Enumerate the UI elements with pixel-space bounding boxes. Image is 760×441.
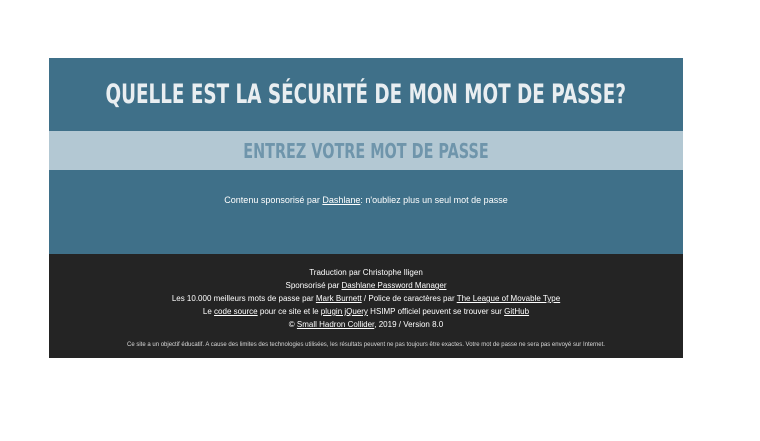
dashlane-link[interactable]: Dashlane xyxy=(322,195,361,205)
code-suffix: HSIMP officiel peuvent se trouver sur xyxy=(367,307,505,316)
copyright xyxy=(49,320,683,329)
sponsor-prefix: Contenu sponsorisé par xyxy=(224,195,323,205)
header xyxy=(49,58,683,131)
password-input[interactable] xyxy=(138,131,594,170)
league-of-movable-type-link[interactable]: The League of Movable Type xyxy=(456,294,561,303)
page xyxy=(49,58,683,358)
font-credit-text: / Police de caractères par xyxy=(361,294,457,303)
translation-text: Traduction par Christophe Iligen xyxy=(309,268,423,277)
dashlane-password-manager-link[interactable]: Dashlane Password Manager xyxy=(341,281,447,290)
copyright-prefix: © xyxy=(288,320,297,329)
page-title: QUELLE EST LA SÉCURITÉ DE MON MOT DE PASSE? xyxy=(105,79,627,110)
translation-credit xyxy=(49,268,683,277)
passwords-credit xyxy=(49,294,683,303)
sponsor-suffix: : n'oubliez plus un seul mot de passe xyxy=(360,195,508,205)
github-link[interactable]: GitHub xyxy=(504,307,530,316)
source-code-link[interactable]: code source xyxy=(214,307,258,316)
copyright-suffix: , 2019 / Version 8.0 xyxy=(374,320,444,329)
code-prefix: Le xyxy=(202,307,215,316)
sponsored-prefix: Sponsorisé par xyxy=(285,281,342,290)
jquery-plugin-link[interactable]: plugin jQuery xyxy=(320,307,368,316)
sponsor-credit xyxy=(49,281,683,290)
small-hadron-collider-link[interactable]: Small Hadron Collider xyxy=(296,320,375,329)
mark-burnett-link[interactable]: Mark Burnett xyxy=(315,294,362,303)
source-code-credit xyxy=(49,307,683,316)
sponsor-line xyxy=(49,195,683,205)
footer xyxy=(49,254,683,358)
result-area xyxy=(49,170,683,254)
passwords-prefix: Les 10.000 meilleurs mots de passe par xyxy=(171,294,316,303)
password-bar xyxy=(49,131,683,170)
code-middle: pour ce site et le xyxy=(257,307,321,316)
disclaimer: Ce site a un objectif éducatif. A cause des limites des technologies utilisées, les résultats peuvent ne pas toujours être exactes. Votre mot de passe ne sera pas envoyé sur Internet. xyxy=(127,342,605,348)
